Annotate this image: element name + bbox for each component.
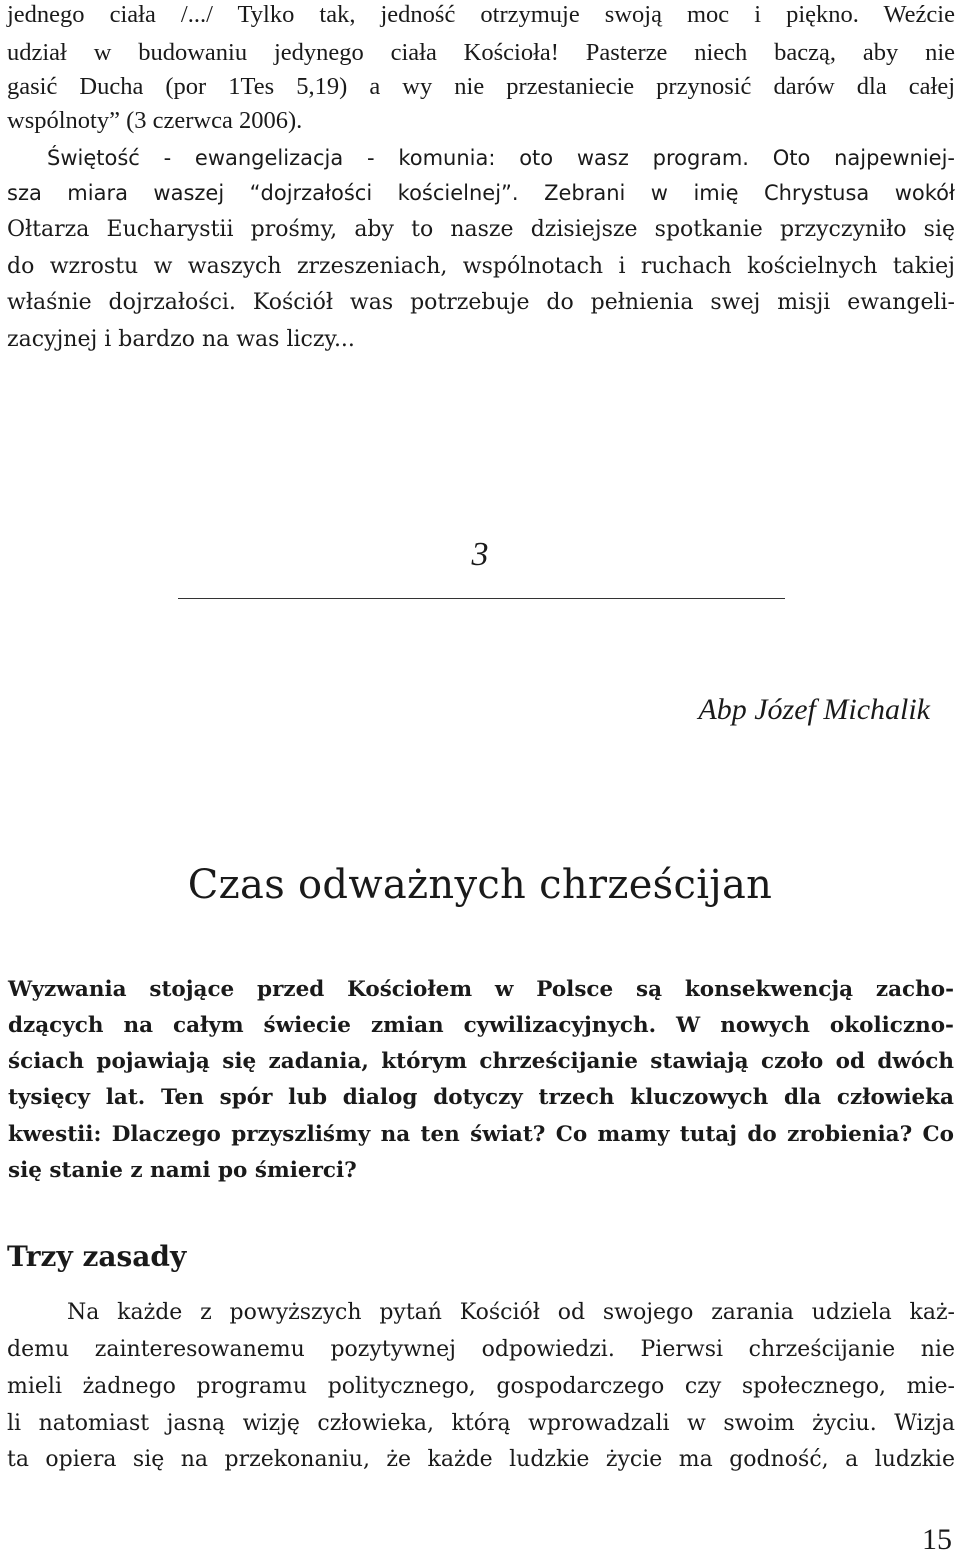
author-name: Abp Józef Michalik [698, 693, 930, 726]
text-line: zacyjnej i bardzo na was liczy... [7, 327, 355, 352]
text-line: ta opiera się na przekonaniu, że każde ludzkie życie ma godność, a ludzkie [7, 1447, 955, 1472]
text-line: demu zainteresowanemu pozytywnej odpowiedzi. Pierwsi chrześcijanie nie [7, 1337, 955, 1362]
text-line: Świętość - ewangelizacja - komunia: oto wasz program. Oto najpewniej- [47, 146, 955, 170]
lead-line: ściach pojawiają się zadania, którym chrześcijanie stawiają czoło od dwóch [8, 1049, 954, 1074]
text-line: udział w budowaniu jedynego ciała Kościoła! Pasterze niech baczą, aby nie [7, 39, 955, 66]
article-title: Czas odważnych chrześcijan [187, 862, 773, 908]
text-line: Na każde z powyższych pytań Kościół od swojego zarania udziela każ- [67, 1300, 955, 1325]
lead-line: tysięcy lat. Ten spór lub dialog dotyczy trzech kluczowych dla człowieka [8, 1085, 954, 1110]
text-line: jednego ciała /.../ Tylko tak, jedność otrzymuje swoją moc i piękno. Weźcie [7, 1, 955, 28]
text-line: Ołtarza Eucharystii prośmy, aby to nasze dzisiejsze spotkanie przyczyniło się [7, 217, 955, 242]
lead-line: kwestii: Dlaczego przyszliśmy na ten świat? Co mamy tutaj do zrobienia? Co [8, 1122, 954, 1147]
text-line: właśnie dojrzałości. Kościół was potrzebuje do pełnienia swej misji ewangeli- [7, 290, 955, 315]
section-heading: Trzy zasady [7, 1240, 187, 1273]
lead-line: Wyzwania stojące przed Kościołem w Polsce są konsekwencją zacho- [8, 977, 954, 1002]
text-line: wspólnoty” (3 czerwca 2006). [7, 107, 303, 134]
page-number: 15 [922, 1523, 952, 1556]
lead-line: się stanie z nami po śmierci? [8, 1158, 357, 1183]
lead-line: dzących na całym świecie zmian cywilizacyjnych. W nowych okoliczno- [8, 1013, 954, 1038]
text-line: li natomiast jasną wizję człowieka, którą wprowadzali w swoim życiu. Wizja [7, 1411, 955, 1436]
chapter-number: 3 [471, 536, 489, 573]
text-line: sza miara waszej “dojrzałości kościelnej”. Zebrani w imię Chrystusa wokół [7, 181, 955, 205]
text-line: do wzrostu w waszych zrzeszeniach, wspólnotach i ruchach kościelnych takiej [7, 254, 955, 279]
text-line: gasić Ducha (por 1Tes 5,19) a wy nie przestaniecie przynosić darów dla całej [7, 73, 955, 100]
chapter-divider [178, 598, 785, 599]
text-line: mieli żadnego programu politycznego, gospodarczego czy społecznego, mie- [7, 1374, 955, 1399]
